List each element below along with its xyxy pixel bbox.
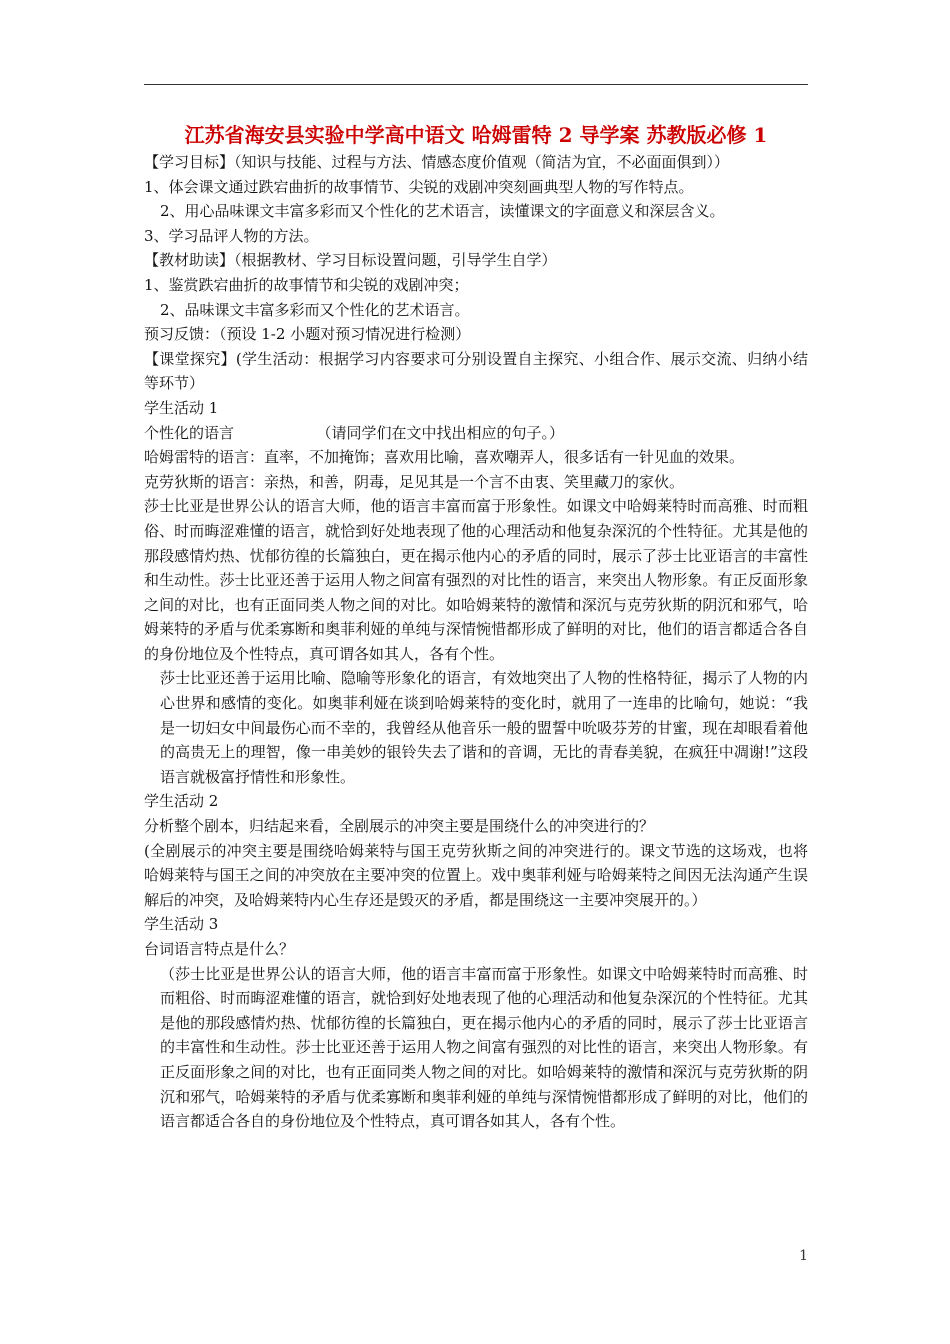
activity-3-heading: 学生活动 3: [144, 915, 219, 934]
hamlet-language-line: 哈姆雷特的语言：直率，不加掩饰；喜欢用比喻，喜欢嘲弄人，很多话有一针见血的效果。: [144, 448, 745, 467]
activity-2-answer: (全剧展示的冲突主要是围绕哈姆莱特与国王克劳狄斯之间的冲突进行的。课文节选的这场戏，也将哈姆莱特与国王之间的冲突放在主要冲突的位置上。戏中奥菲利娅与哈姆莱特之间因无法沟通产生误解后的冲突，及哈姆莱特内心生存还是毁灭的矛盾，都是围绕这一主要冲突展开的。）: [144, 841, 808, 909]
activity-2-question: 分析整个剧本，归结起来看，全剧展示的冲突主要是围绕什么的冲突进行的？: [144, 817, 655, 836]
personalized-language-line: 个性化的语言 （请同学们在文中找出相应的句子。）: [144, 423, 565, 442]
metaphor-paragraph: 莎士比亚还善于运用比喻、隐喻等形象化的语言，有效地突出了人物的性格特征，揭示了人物的内心世界和感情的变化。如奥菲利娅在谈到哈姆莱特的变化时，就用了一连串的比喻句，她说：“我是一切妇女中间最伤心而不幸的，我曾经从他音乐一般的盟誓中吮吸芬芳的甘蜜，现在却眼看着他的高贵无上的理智，像一串美妙的银铃失去了谐和的音调，无比的青春美貌，在疯狂中凋谢!”这段语言就极富抒情性和形象性。: [160, 669, 808, 786]
activity-3-answer: （莎士比亚是世界公认的语言大师，他的语言丰富而富于形象性。如课文中哈姆莱特时而高雅、时而粗俗、时而晦涩难懂的语言，就恰到好处地表现了他的心理活动和他复杂深沉的个性特征。尤其是他的那段感情灼热、忧郁彷徨的长篇独白，更在揭示他内心的矛盾的同时，展示了莎士比亚语言的丰富性和生动性。莎士比亚还善于运用人物之间富有强烈的对比性的语言，来突出人物形象。有正反面形象之间的对比，也有正面同类人物之间的对比。如哈姆莱特的激情和深沉与克劳狄斯的阴沉和邪气，哈姆莱特的矛盾与优柔寡断和奥菲利娅的单纯与深情惋惜都形成了鲜明的对比，他们的语言都适合各自的身份地位及个性特点，真可谓各如其人，各有个性。: [160, 964, 808, 1131]
preview-feedback: 预习反馈：（预设 1-2 小题对预习情况进行检测）: [144, 325, 471, 344]
textbook-guide-heading: 【教材助读】（根据教材、学习目标设置问题，引导学生自学）: [144, 251, 557, 270]
goal-item-1: 1、体会课文通过跌宕曲折的故事情节、尖锐的戏剧冲突刻画典型人物的写作特点。: [144, 177, 694, 196]
page-number: 1: [799, 1248, 808, 1264]
header-rule: [144, 84, 808, 85]
activity-1-heading: 学生活动 1: [144, 398, 219, 417]
learning-goals-heading: 【学习目标】（知识与技能、过程与方法、情感态度价值观（简洁为宜，不必面面俱到））: [144, 153, 730, 171]
document-body: [144, 120, 808, 1134]
guide-item-1: 1、鉴赏跌宕曲折的故事情节和尖锐的戏剧冲突；: [144, 275, 469, 294]
document-title: 江苏省海安县实验中学高中语文 哈姆雷特 2 导学案 苏教版必修 1: [184, 123, 768, 147]
shakespeare-language-paragraph: 莎士比亚是世界公认的语言大师，他的语言丰富而富于形象性。如课文中哈姆莱特时而高雅、时而粗俗、时而晦涩难懂的语言，就恰到好处地表现了他的心理活动和他复杂深沉的个性特征。尤其是他的那段感情灼热、忧郁彷徨的长篇独白，更在揭示他内心的矛盾的同时，展示了莎士比亚语言的丰富性和生动性。莎士比亚还善于运用人物之间富有强烈的对比性的语言，来突出人物形象。有正反面形象之间的对比，也有正面同类人物之间的对比。如哈姆莱特的激情和深沉与克劳狄斯的阴沉和邪气，哈姆莱特的矛盾与优柔寡断和奥菲利娅的单纯与深情惋惜都形成了鲜明的对比，他们的语言都适合各自的身份地位及个性特点，真可谓各如其人，各有个性。: [144, 497, 808, 663]
guide-item-2: 2、品味课文丰富多彩而又个性化的艺术语言。: [160, 300, 470, 319]
classroom-inquiry-heading: 【课堂探究】(学生活动：根据学习内容要求可分别设置自主探究、小组合作、展示交流、归纳小结等环节）: [144, 349, 808, 393]
claudius-language-line: 克劳狄斯的语言：亲热，和善，阴毒，足见其是一个言不由衷、笑里藏刀的家伙。: [144, 472, 685, 491]
goal-item-3: 3、学习品评人物的方法。: [144, 226, 319, 245]
activity-3-question: 台词语言特点是什么？: [144, 940, 295, 958]
goal-item-2: 2、用心品味课文丰富多彩而又个性化的艺术语言，读懂课文的字面意义和深层含义。: [160, 202, 725, 221]
activity-2-heading: 学生活动 2: [144, 792, 219, 811]
